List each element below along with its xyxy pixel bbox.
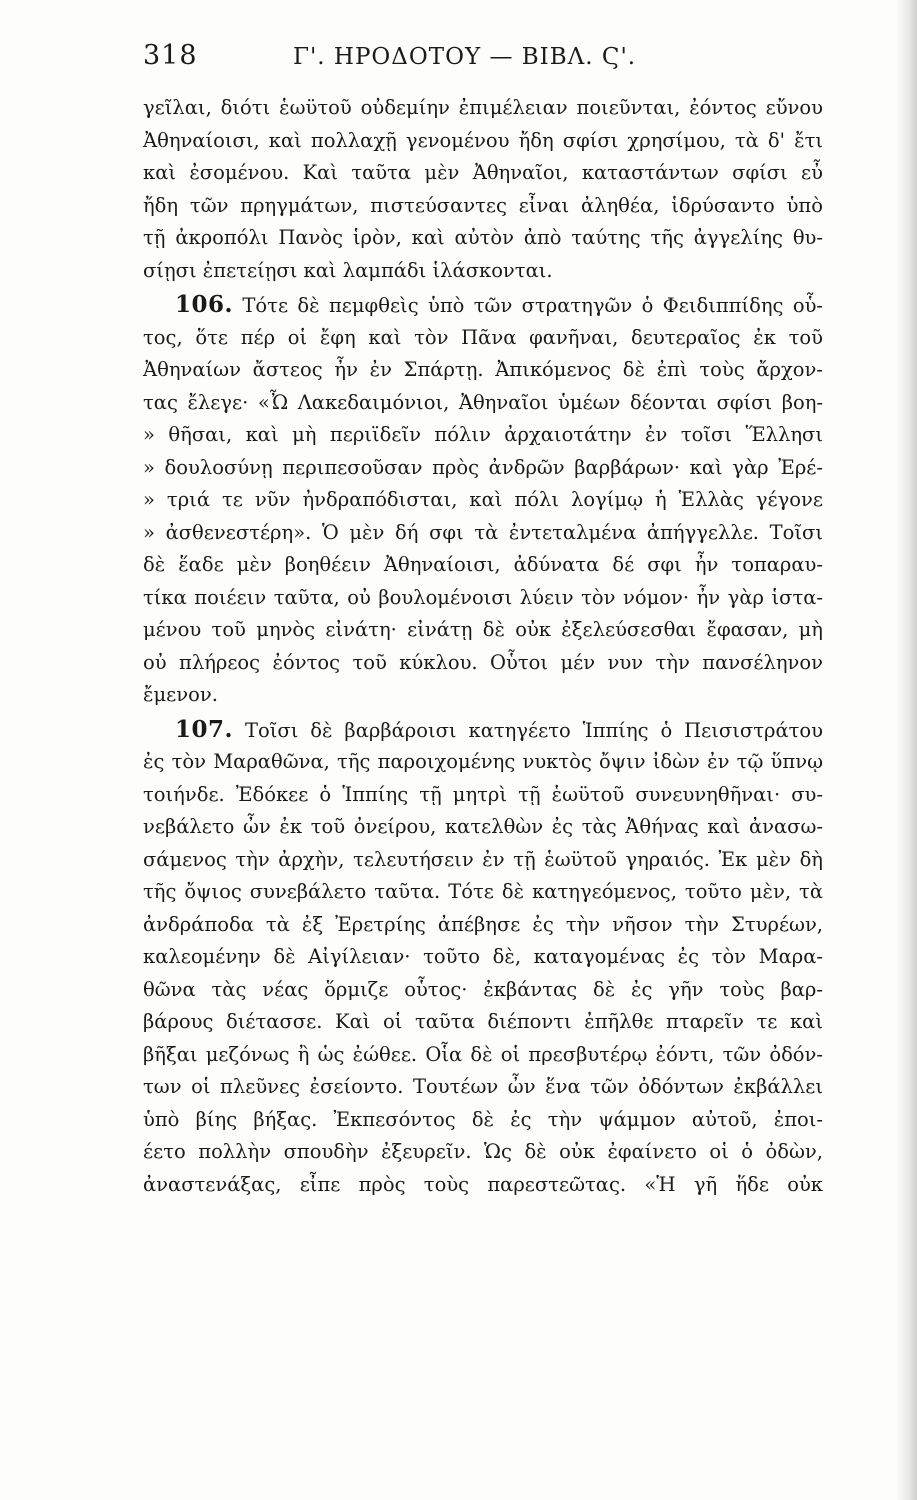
text-line-first	[143, 289, 823, 322]
text-line-content: Τοῖσι δὲ βαρβάροισι κατηγέετο Ἱππίης ὁ Πεισιστράτου	[244, 718, 824, 742]
text-line: » θῆσαι, καὶ μὴ περιϊδεῖν πόλιν ἀρχαιοτάτην ἐν τοῖσι Ἕλλησι	[143, 423, 823, 446]
text-line: ἀνδράποδα τὰ ἐξ Ἐρετρίης ἀπέβησε ἐς τὴν νῆσον τὴν Στυρέων,	[143, 912, 823, 936]
text-line: καλεομένην δὲ Αἰγίλειαν· τοῦτο δὲ, καταγομένας ἐς τὸν Μαρα-	[143, 945, 823, 968]
text-line: Ἀθηναίων ἄστεος ἦν ἐν Σπάρτῃ. Ἀπικόμενος δὲ ἐπὶ τοὺς ἄρχον-	[143, 358, 823, 381]
text-line: έετο πολλὴν σπουδὴν ἐξευρεῖν. Ὡς δὲ οὐκ ἐφαίνετο οἱ ὁ ὀδὼν,	[143, 1140, 823, 1163]
text-line: τίκα ποιέειν ταῦτα, οὐ βουλομένοισι λύειν τὸν νόμον· ἦν γὰρ ἱστα-	[143, 585, 823, 609]
text-line: ὑπὸ βίης βήξας. Ἐκπεσόντος δὲ ἐς τὴν ψάμμον αὐτοῦ, ἐποι-	[143, 1107, 823, 1131]
text-line: ἀναστενάξας, εἶπε πρὸς τοὺς παρεστεῶτας. «Ἡ γῆ ἥδε οὐκ	[143, 1172, 823, 1196]
text-line: » δουλοσύνῃ περιπεσοῦσαν πρὸς ἀνδρῶν βαρβάρων· καὶ γὰρ Ἐρέ-	[143, 455, 823, 479]
body-text	[143, 92, 823, 1201]
text-line: ἐς τὸν Μαραθῶνα, τῆς παροιχομένης νυκτὸς ὄψιν ἰδὼν ἐν τῷ ὕπνῳ	[143, 750, 823, 773]
text-line-first	[143, 714, 823, 747]
text-line: ἤδη τῶν πρηγμάτων, πιστεύσαντες εἶναι ἀληθέα, ἱδρύσαντο ὑπὸ	[143, 193, 823, 217]
page-header	[143, 40, 843, 80]
text-line: τῆς ὄψιος συνεβάλετο ταῦτα. Τότε δὲ κατηγεόμενος, τοῦτο μὲν, τὰ	[143, 880, 823, 903]
text-line: νεβάλετο ὦν ἐκ τοῦ ὀνείρου, κατελθὼν ἐς τὰς Ἀθήνας καὶ ἀνασω-	[143, 815, 823, 838]
running-title: Γ'. ΗΡΟΔΟΤΟΥ — ΒΙΒΛ. Ϛ'.	[293, 44, 637, 70]
text-line: σίῃσι ἐπετείῃσι καὶ λαμπάδι ἱλάσκονται.	[143, 258, 553, 282]
text-line: βάρους διέτασσε. Καὶ οἱ ταῦτα διέποντι ἐπῆλθε πταρεῖν τε καὶ	[143, 1010, 823, 1033]
text-line: τος, ὅτε πέρ οἱ ἔφη καὶ τὸν Πᾶνα φανῆναι, δευτεραῖος ἐκ τοῦ	[143, 325, 823, 349]
paragraph-106	[143, 289, 823, 712]
text-line: θῶνα τὰς νέας ὅρμιζε οὗτος· ἐκβάντας δὲ ἐς γῆν τοὺς βαρ-	[143, 977, 823, 1001]
section-number: 106.	[175, 291, 234, 318]
page-number: 318	[143, 40, 198, 71]
paragraph-107	[143, 714, 823, 1202]
text-line: ἔμενον.	[143, 683, 218, 706]
text-line-content: Τότε δὲ πεμφθεὶς ὑπὸ τῶν στρατηγῶν ὁ Φειδιππίδης οὗ-	[242, 294, 824, 317]
page-edge-shadow	[895, 0, 917, 1500]
text-line: μένου τοῦ μηνὸς εἰνάτη· εἰνάτῃ δὲ οὐκ ἐξελεύσεσθαι ἔφασαν, μὴ	[143, 618, 823, 641]
paragraph-continued	[143, 92, 823, 287]
text-line: » τριά τε νῦν ἠνδραπόδισται, καὶ πόλι λογίμῳ ἡ Ἑλλὰς γέγονε	[143, 488, 823, 511]
text-line: » ἀσθενεστέρη». Ὁ μὲν δή σφι τὰ ἐντεταλμένα ἀπήγγελλε. Τοῖσι	[143, 520, 823, 544]
text-line: Ἀθηναίοισι, καὶ πολλαχῇ γενομένου ἤδη σφίσι χρησίμου, τὰ δ' ἔτι	[143, 128, 823, 152]
text-line: σάμενος τὴν ἀρχὴν, τελευτήσειν ἐν τῇ ἑωϋτοῦ γηραιός. Ἐκ μὲν δὴ	[143, 847, 823, 871]
text-line: δὲ ἕαδε μὲν βοηθέειν Ἀθηναίοισι, ἀδύνατα δέ σφι ἦν τοπαραυ-	[143, 553, 823, 576]
text-line: γεῖλαι, διότι ἑωϋτοῦ οὐδεμίην ἐπιμέλειαν ποιεῦνται, ἐόντος εὔνου	[143, 96, 823, 119]
text-line: οὐ πλήρεος ἐόντος τοῦ κύκλου. Οὗτοι μέν νυν τὴν πανσέληνον	[143, 650, 823, 674]
text-line: τας ἔλεγε· «Ὦ Λακεδαιμόνιοι, Ἀθηναῖοι ὑμέων δέονται σφίσι βοη-	[143, 390, 823, 414]
text-line: των οἱ πλεῦνες ἐσείοντο. Τουτέων ὦν ἕνα τῶν ὀδόντων ἐκβάλλει	[143, 1075, 823, 1098]
section-number: 107.	[175, 715, 234, 743]
text-line: βῆξαι μεζόνως ἢ ὡς ἐώθεε. Οἷα δὲ οἱ πρεσβυτέρῳ ἐόντι, τῶν ὀδόν-	[143, 1042, 823, 1066]
text-line: τοιήνδε. Ἐδόκεε ὁ Ἱππίης τῇ μητρὶ τῇ ἑωϋτοῦ συνευνηθῆναι· συ-	[143, 782, 823, 806]
text-line: καὶ ἐσομένου. Καὶ ταῦτα μὲν Ἀθηναῖοι, καταστάντων σφίσι εὖ	[143, 161, 823, 184]
text-line: τῇ ἀκροπόλι Πανὸς ἱρὸν, καὶ αὐτὸν ἀπὸ ταύτης τῆς ἀγγελίης θυ-	[143, 226, 823, 249]
